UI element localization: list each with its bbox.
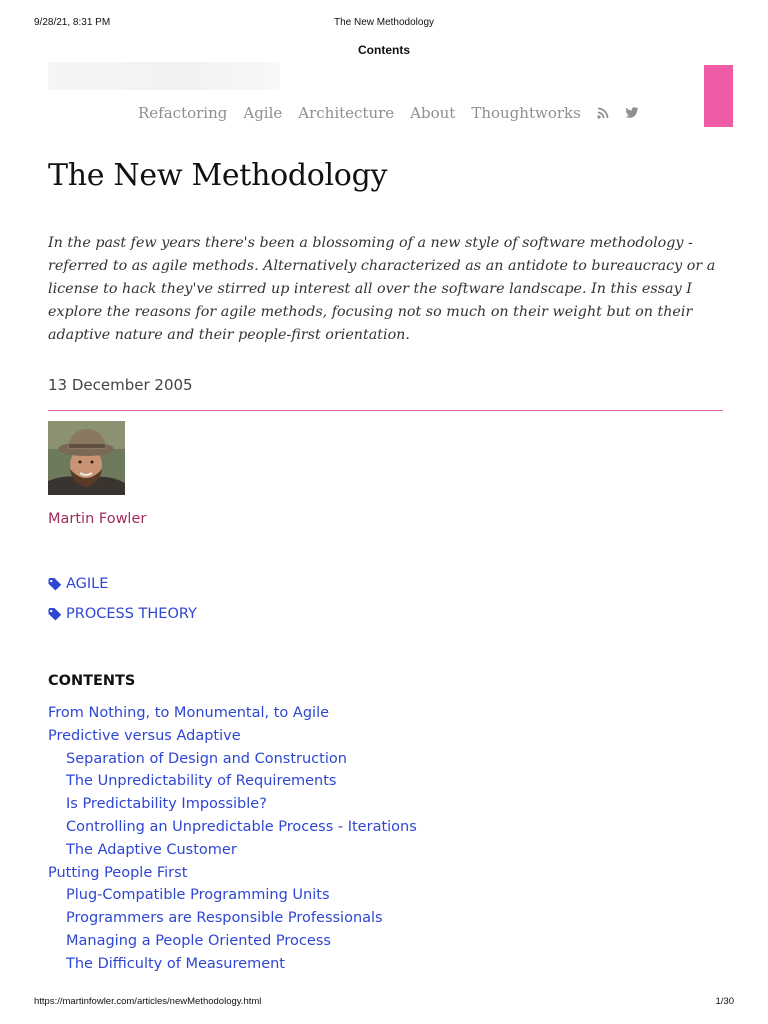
tag-icon [48, 578, 62, 591]
site-nav [138, 101, 639, 125]
toc-link[interactable]: Managing a People Oriented Process [66, 932, 331, 949]
print-section-label: Contents [358, 43, 410, 57]
toc-link[interactable]: Plug-Compatible Programming Units [66, 887, 330, 904]
toc-link[interactable]: Controlling an Unpredictable Process - Iterations [66, 818, 417, 835]
toc-link[interactable]: Is Predictability Impossible? [66, 796, 267, 813]
tag-label: PROCESS THEORY [66, 606, 197, 622]
tag-process-theory[interactable] [48, 606, 197, 622]
tag-icon [48, 608, 62, 621]
nav-item-thoughtworks[interactable]: Thoughtworks [471, 104, 581, 122]
toc-link[interactable]: The Difficulty of Measurement [66, 955, 285, 972]
toc-item [48, 907, 417, 930]
print-doc-title: The New Methodology [333, 17, 435, 28]
toc-item [48, 953, 417, 976]
nav-item-architecture[interactable]: Architecture [298, 104, 395, 122]
rss-icon[interactable] [597, 107, 609, 119]
toc-link[interactable]: The Unpredictability of Requirements [66, 773, 337, 790]
toc-item [48, 748, 417, 771]
nav-item-refactoring[interactable]: Refactoring [138, 104, 228, 122]
toc-link[interactable]: From Nothing, to Monumental, to Agile [48, 705, 330, 721]
print-header [34, 17, 734, 31]
toc-item [48, 839, 417, 862]
author-link[interactable]: Martin Fowler [48, 511, 147, 527]
author-avatar[interactable] [48, 421, 125, 495]
twitter-icon[interactable] [625, 107, 639, 119]
accent-tab [704, 65, 733, 127]
toc-link[interactable]: Programmers are Responsible Professionals [66, 910, 383, 927]
article-abstract: In the past few years there's been a blossoming of a new style of software methodology - referred to as agile methods. Alternatively characterized as an antidote to bureaucracy or a license to hack they've stirred up interest all over the software landscape. In this essay I explore the reasons for agile methods, focusing not so much on their weight but on their adaptive nature and their people-first orientation. [48, 235, 716, 343]
print-datetime: 9/28/21, 8:31 PM [34, 17, 111, 28]
print-page-number: 1/30 [715, 996, 734, 1007]
tag-agile[interactable] [48, 576, 108, 592]
print-footer [34, 996, 734, 1008]
site-logo[interactable] [48, 62, 280, 90]
toc-link[interactable]: Separation of Design and Construction [66, 750, 347, 767]
toc-link[interactable]: The Adaptive Customer [66, 841, 237, 858]
publish-date: 13 December 2005 [48, 376, 193, 394]
toc-link[interactable]: Putting People First [48, 864, 188, 881]
toc-item [48, 725, 417, 748]
toc-link[interactable]: Predictive versus Adaptive [48, 727, 241, 744]
toc-item [48, 884, 417, 907]
nav-item-agile[interactable]: Agile [243, 104, 283, 122]
print-url: https://martinfowler.com/articles/newMethodology.html [34, 996, 262, 1007]
tag-label: AGILE [66, 576, 109, 592]
divider [48, 410, 723, 411]
toc-item [48, 862, 417, 885]
nav-item-about[interactable]: About [410, 104, 456, 122]
toc-item [48, 702, 417, 725]
toc-item [48, 930, 417, 953]
table-of-contents [48, 702, 417, 976]
toc-item [48, 816, 417, 839]
toc-item [48, 793, 417, 816]
toc-heading: CONTENTS [48, 673, 136, 689]
toc-item [48, 770, 417, 793]
page-title: The New Methodology [48, 158, 388, 193]
